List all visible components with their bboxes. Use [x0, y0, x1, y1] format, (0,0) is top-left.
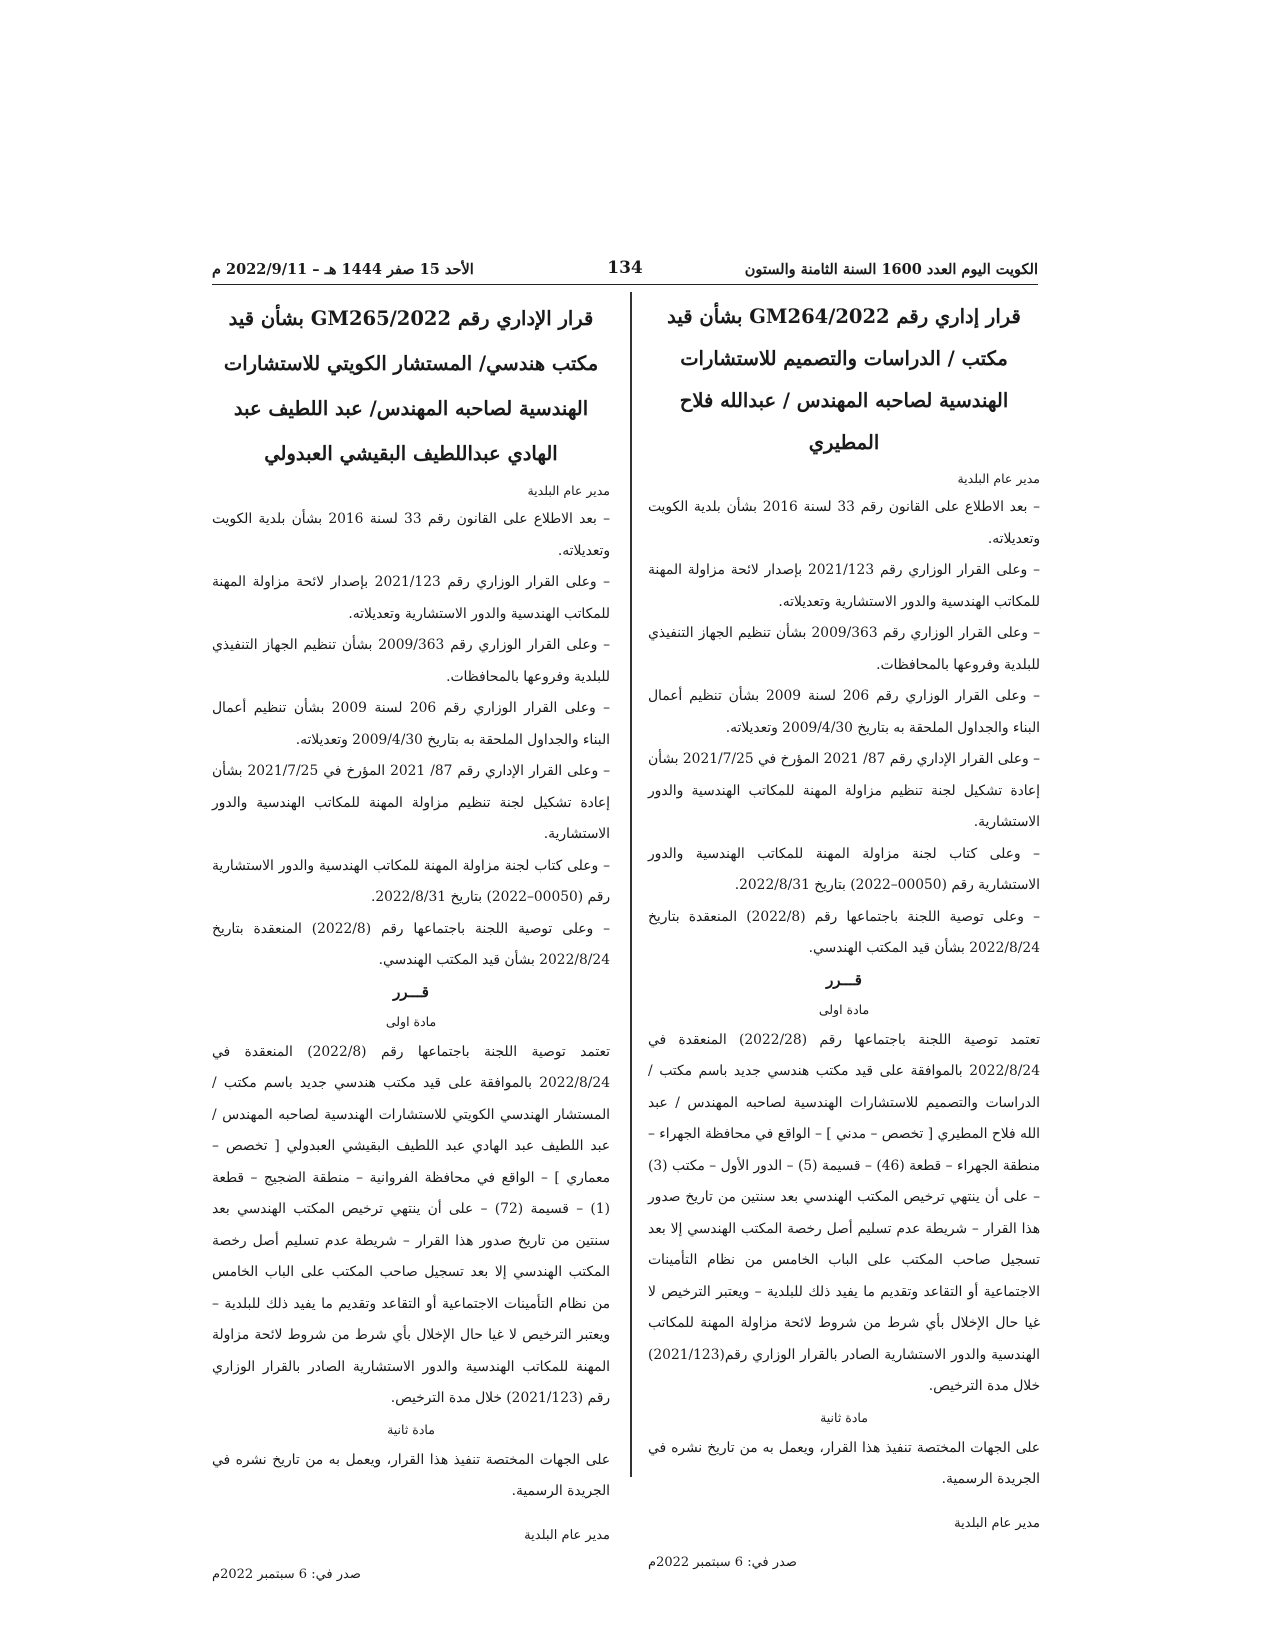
article-body: على الجهات المختصة تنفيذ هذا القرار، ويعمل به من تاريخ نشره في الجريدة الرسمية.: [212, 1451, 610, 1499]
article-heading: مادة ثانية: [387, 1421, 435, 1437]
preamble-item: – بعد الاطلاع على القانون رقم 33 لسنة 2016 بشأن بلدية الكويت وتعديلاته.: [212, 511, 610, 559]
signature: مدير عام البلدية: [524, 1527, 610, 1543]
decree-title: قرار الإداري رقم 2022/GM265 بشأن قيد مكتب هندسي/ المستشار الكويتي للاستشارات الهندسية لصاحبه المهندس/ عبد اللطيف عبد الهادي عبداللطيف البقيشي العبدولي: [223, 307, 599, 465]
decree-word: قـــرر: [826, 970, 862, 989]
issued-date: صدر في: 6 سبتمبر 2022م: [648, 1554, 797, 1570]
article-heading: مادة ثانية: [820, 1409, 868, 1425]
decree-issuer: مدير عام البلدية: [957, 471, 1040, 486]
column-divider: [630, 292, 632, 1477]
article-body: تعتمد توصية اللجنة باجتماعها رقم (2022/28) المنعقدة في 2022/8/24 بالموافقة على قيد مكتب هندسي جديد باسم مكتب / الدراسات والتصميم للاستشارات الهندسية لصاحبه المهندس / عبد الله فلاح المطيري [ تخصص – مدني ] – الواقع في محافظة الجهراء – منطقة الجهراء – قطعة (46) – قسيمة (5) – الدور الأول – مكتب (3) – على أن ينتهي ترخيص المكتب الهندسي بعد سنتين من تاريخ صدور هذا القرار – شريطة عدم تسليم أصل رخصة المكتب الهندسي إلا بعد تسجيل صاحب المكتب على الباب الخامس من نظام التأمينات الاجتماعية أو التقاعد وتقديم ما يفيد ذلك للبلدية – ويعتبر الترخيص لا غيا حال الإخلال بأي شرط من شروط لائحة مزاولة المهنة للمكاتب الهندسية والدور الاستشارية الصادر بالقرار الوزاري رقم(2021/123) خلال مدة الترخيص.: [648, 1031, 1041, 1394]
page-number: 134: [607, 258, 643, 278]
article-heading: مادة اولى: [818, 1001, 870, 1017]
preamble-item: – وعلى توصية اللجنة باجتماعها رقم (2022/8) المنعقدة بتاريخ 2022/8/24 بشأن قيد المكتب الهندسي.: [212, 920, 610, 968]
page-header: [212, 258, 1038, 285]
preamble-item: – وعلى القرار الوزاري رقم 2021/123 بإصدار لائحة مزاولة المهنة للمكاتب الهندسية والدور الاستشارية وتعديلاته.: [212, 574, 610, 622]
decree-column-gm264: [648, 296, 1040, 1578]
issued-date: صدر في: 6 سبتمبر 2022م: [212, 1566, 361, 1582]
header-date: الأحد 15 صفر 1444 هـ – 2022/9/11 م: [212, 261, 474, 278]
decree-issuer: مدير عام البلدية: [527, 483, 610, 498]
decree-word: قـــرر: [393, 982, 429, 1001]
decree-column-gm265: [212, 296, 610, 1590]
preamble-item: – وعلى القرار الإداري رقم 87/ 2021 المؤرخ في 2021/7/25 بشأن إعادة تشكيل لجنة تنظيم مزاولة المهنة للمكاتب الهندسية والدور الاستشارية.: [648, 751, 1040, 830]
article-body: على الجهات المختصة تنفيذ هذا القرار، ويعمل به من تاريخ نشره في الجريدة الرسمية.: [648, 1439, 1040, 1487]
preamble-item: – وعلى القرار الوزاري رقم 206 لسنة 2009 بشأن تنظيم أعمال البناء والجداول الملحقة به بتاريخ 2009/4/30 وتعديلاته.: [648, 688, 1041, 736]
preamble-item: – وعلى القرار الوزاري رقم 2021/123 بإصدار لائحة مزاولة المهنة للمكاتب الهندسية والدور الاستشارية وتعديلاته.: [648, 562, 1040, 610]
preamble-item: – وعلى القرار الوزاري رقم 206 لسنة 2009 بشأن تنظيم أعمال البناء والجداول الملحقة به بتاريخ 2009/4/30 وتعديلاته.: [212, 700, 610, 748]
header-issue-info: الكويت اليوم العدد 1600 السنة الثامنة والستون: [744, 261, 1038, 278]
preamble-item: – وعلى كتاب لجنة مزاولة المهنة للمكاتب الهندسية والدور الاستشارية رقم (00050–2022) بتاريخ 2022/8/31.: [648, 845, 1040, 893]
preamble-item: – وعلى القرار الوزاري رقم 2009/363 بشأن تنظيم الجهاز التنفيذي للبلدية وفروعها بالمحافظات.: [648, 625, 1040, 673]
preamble-item: – وعلى القرار الإداري رقم 87/ 2021 المؤرخ في 2021/7/25 بشأن إعادة تشكيل لجنة تنظيم مزاولة المهنة للمكاتب الهندسية والدور الاستشارية.: [212, 763, 611, 842]
preamble-item: – وعلى توصية اللجنة باجتماعها رقم (2022/8) المنعقدة بتاريخ 2022/8/24 بشأن قيد المكتب الهندسي.: [648, 908, 1040, 956]
preamble-item: – وعلى القرار الوزاري رقم 2009/363 بشأن تنظيم الجهاز التنفيذي للبلدية وفروعها بالمحافظات.: [212, 637, 610, 685]
article-body: تعتمد توصية اللجنة باجتماعها رقم (2022/8) المنعقدة في 2022/8/24 بالموافقة على قيد مكتب هندسي جديد باسم مكتب / المستشار الهندسي الكويتي للاستشارات الهندسية لصاحبه المهندس / عبد اللطيف عبد الهادي عبد اللطيف البقيشي العبدولي [ تخصص – معماري ] – الواقع في محافظة الفروانية – منطقة الضجيج – قطعة (1) – قسيمة (72) – على أن ينتهي ترخيص المكتب الهندسي بعد سنتين من تاريخ صدور هذا القرار – شريطة عدم تسليم أصل رخصة المكتب الهندسي إلا بعد تسجيل صاحب المكتب على الباب الخامس من نظام التأمينات الاجتماعية أو التقاعد وتقديم ما يفيد ذلك للبلدية – ويعتبر الترخيص لا غيا حال الإخلال بأي شرط من شروط لائحة مزاولة المهنة للمكاتب الهندسية والدور الاستشارية الصادر بالقرار الوزاري رقم (2021/123) خلال مدة الترخيص.: [212, 1043, 610, 1406]
article-heading: مادة اولى: [385, 1013, 437, 1029]
signature: مدير عام البلدية: [954, 1515, 1040, 1531]
decree-title: قرار إداري رقم 2022/GM264 بشأن قيد مكتب / الدراسات والتصميم للاستشارات الهندسية لصاحبه المهندس / عبدالله فلاح المطيري: [667, 305, 1021, 454]
preamble-item: – بعد الاطلاع على القانون رقم 33 لسنة 2016 بشأن بلدية الكويت وتعديلاته.: [648, 499, 1040, 547]
preamble-item: – وعلى كتاب لجنة مزاولة المهنة للمكاتب الهندسية والدور الاستشارية رقم (00050–2022) بتاريخ 2022/8/31.: [212, 857, 610, 905]
